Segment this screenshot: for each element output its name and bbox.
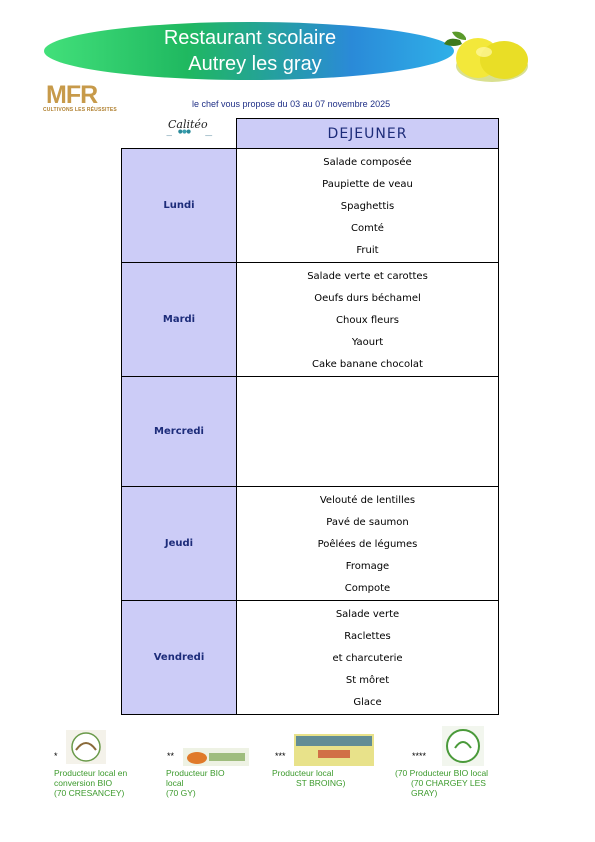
- dish: Paupiette de veau: [322, 179, 413, 190]
- dish: Oeufs durs béchamel: [314, 293, 421, 304]
- dish: Velouté de lentilles: [319, 495, 416, 506]
- dish-list: [237, 263, 499, 377]
- dish: Yaourt: [351, 337, 384, 348]
- empty-corner-cell: [122, 119, 237, 149]
- week-subtitle: le chef vous propose du 03 au 07 novembre 2025: [192, 99, 391, 109]
- legend-line: (70 GY): [166, 788, 196, 798]
- dish: Salade verte: [335, 609, 400, 620]
- legend-text-1: [54, 768, 127, 798]
- day-label: Vendredi: [122, 601, 237, 715]
- menu-row-lundi: [122, 149, 499, 263]
- legend-line: Producteur local en: [54, 768, 128, 778]
- mfr-logo: MFR: [46, 81, 98, 109]
- dish: Comté: [351, 223, 384, 234]
- legend-mark-1: *: [54, 751, 58, 761]
- legend-line: ST BROING): [296, 778, 346, 788]
- dish: et charcuterie: [332, 653, 403, 664]
- title-line-2: Autrey les gray: [188, 53, 322, 75]
- day-label: Lundi: [122, 149, 237, 263]
- ideal-bio-logo: [183, 748, 249, 766]
- dish-list: [237, 487, 499, 601]
- legend-text-2: [166, 768, 225, 798]
- legend-line: (70 Producteur BIO local: [395, 768, 489, 778]
- menu-row-mardi: [122, 263, 499, 377]
- day-label: Mardi: [122, 263, 237, 377]
- legend-text-3: [272, 768, 345, 788]
- mfr-tagline: CULTIVONS LES RÉUSSITES: [43, 107, 117, 113]
- legend-mark-2: **: [167, 751, 175, 761]
- dish: Spaghettis: [340, 201, 395, 212]
- dish-list: [237, 601, 499, 715]
- dish: Compote: [344, 583, 391, 594]
- menu-row-vendredi: [122, 601, 499, 715]
- legend-mark-3: ***: [275, 751, 286, 761]
- legend-line: (70 CHARGEY LES: [411, 778, 486, 788]
- column-header-dejeuner: DEJEUNER: [237, 119, 499, 149]
- title-line-1: Restaurant scolaire: [163, 27, 337, 49]
- dish: Fromage: [345, 561, 390, 572]
- legend-mark-4: ****: [412, 751, 427, 761]
- legend-text-4: [395, 768, 488, 798]
- dish: St môret: [345, 675, 390, 686]
- menu-row-mercredi: [122, 377, 499, 487]
- legend-line: local: [166, 778, 184, 788]
- legend-line: (70 CRESANCEY): [54, 788, 125, 798]
- quince-fruit-image: [440, 30, 534, 84]
- dish: Raclettes: [344, 631, 391, 642]
- day-label: Mercredi: [122, 377, 237, 487]
- st-broing-producer-logo: [294, 734, 374, 766]
- dish-list: [237, 149, 499, 263]
- menu-row-jeudi: [122, 487, 499, 601]
- day-label: Jeudi: [122, 487, 237, 601]
- legend-line: Producteur local: [272, 768, 334, 778]
- calitea-logo-text: Calitéo: [168, 118, 208, 131]
- menu-table: [121, 118, 499, 715]
- dish: Glace: [353, 697, 382, 708]
- dish: Salade verte et carottes: [307, 271, 428, 282]
- dish: Salade composée: [323, 157, 412, 168]
- dish: Cake banane chocolat: [312, 359, 423, 370]
- dish: Pavé de saumon: [326, 517, 409, 528]
- dish: Choux fleurs: [336, 315, 399, 326]
- legend-line: conversion BIO: [54, 778, 113, 788]
- legend-line: GRAY): [411, 788, 438, 798]
- les-grattons-logo: [66, 730, 106, 764]
- menu-header-row: [122, 119, 499, 149]
- chargey-bio-logo: [442, 726, 484, 766]
- dish-list-empty: [237, 377, 499, 487]
- legend-line: Producteur BIO: [166, 768, 225, 778]
- dish: Fruit: [356, 245, 379, 256]
- dish: Poêlées de légumes: [317, 539, 418, 550]
